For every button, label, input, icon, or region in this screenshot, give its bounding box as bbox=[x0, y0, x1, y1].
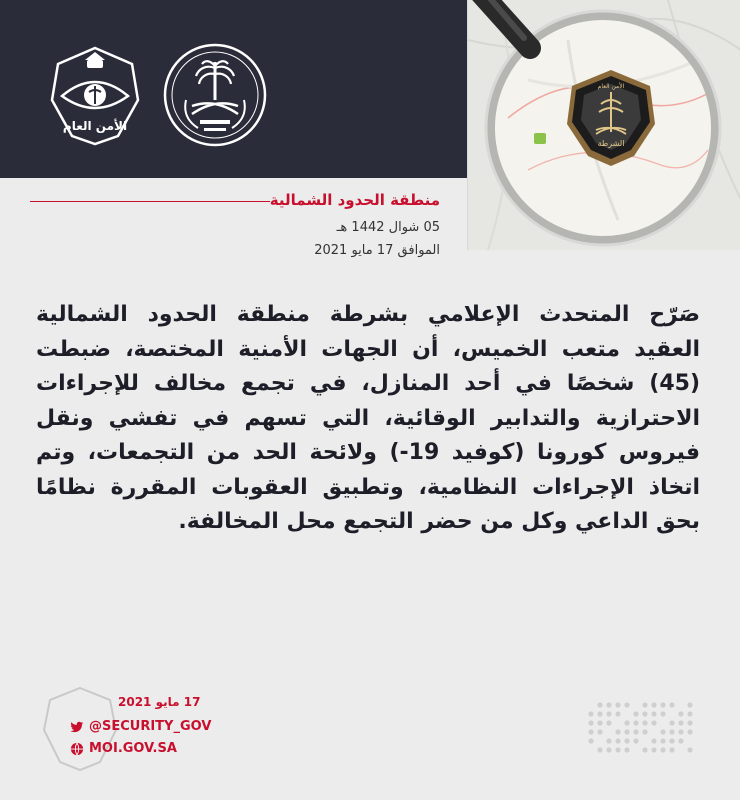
website-url: MOI.GOV.SA bbox=[89, 741, 177, 756]
public-security-logo bbox=[40, 40, 150, 150]
twitter-handle: @SECURITY_GOV bbox=[89, 719, 212, 734]
photo-badge-bottom-text: الشرطة bbox=[597, 139, 625, 148]
police-badge-eye-icon bbox=[40, 40, 150, 150]
decorative-dot-pattern bbox=[586, 700, 696, 755]
region-title: منطقة الحدود الشمالية bbox=[269, 191, 440, 209]
palm-swords-emblem-icon bbox=[160, 40, 270, 150]
statement-text: صَرّح المتحدث الإعلامي بشرطة منطقة الحدود الشمالية العقيد متعب الخميس، أن الجهات الأمنية المختصة، ضبطت (45) شخصًا في أحد المنازل، في تجمع مخالف للإجراءات الاحترازية والتدابير الوقائية، التي تسهم في تفشي ونقل فيروس كورونا (كوفيد 19-) ولائحة الحد من التجمعات، وتم اتخاذ الإجراءات النظامية، وتطبيق العقوبات المقررة نظامًا بحق الداعي وكل من حضر التجمع محل المخالفة. bbox=[36, 302, 701, 534]
ministry-emblem-logo bbox=[160, 40, 270, 150]
twitter-link[interactable] bbox=[70, 719, 211, 734]
public-security-logo-text: الأمن العام bbox=[62, 119, 128, 133]
website-link[interactable] bbox=[70, 741, 177, 756]
title-divider bbox=[30, 201, 270, 202]
hijri-date: 05 شوال 1442 هـ bbox=[336, 220, 440, 235]
footer-date: 17 مايو 2021 bbox=[118, 695, 201, 709]
globe-icon bbox=[70, 742, 84, 756]
magnifier-photo bbox=[467, 0, 740, 250]
twitter-icon bbox=[70, 720, 84, 734]
gregorian-date: الموافق 17 مايو 2021 bbox=[314, 243, 440, 258]
photo-badge-top-text: الأمن العام bbox=[597, 83, 625, 90]
